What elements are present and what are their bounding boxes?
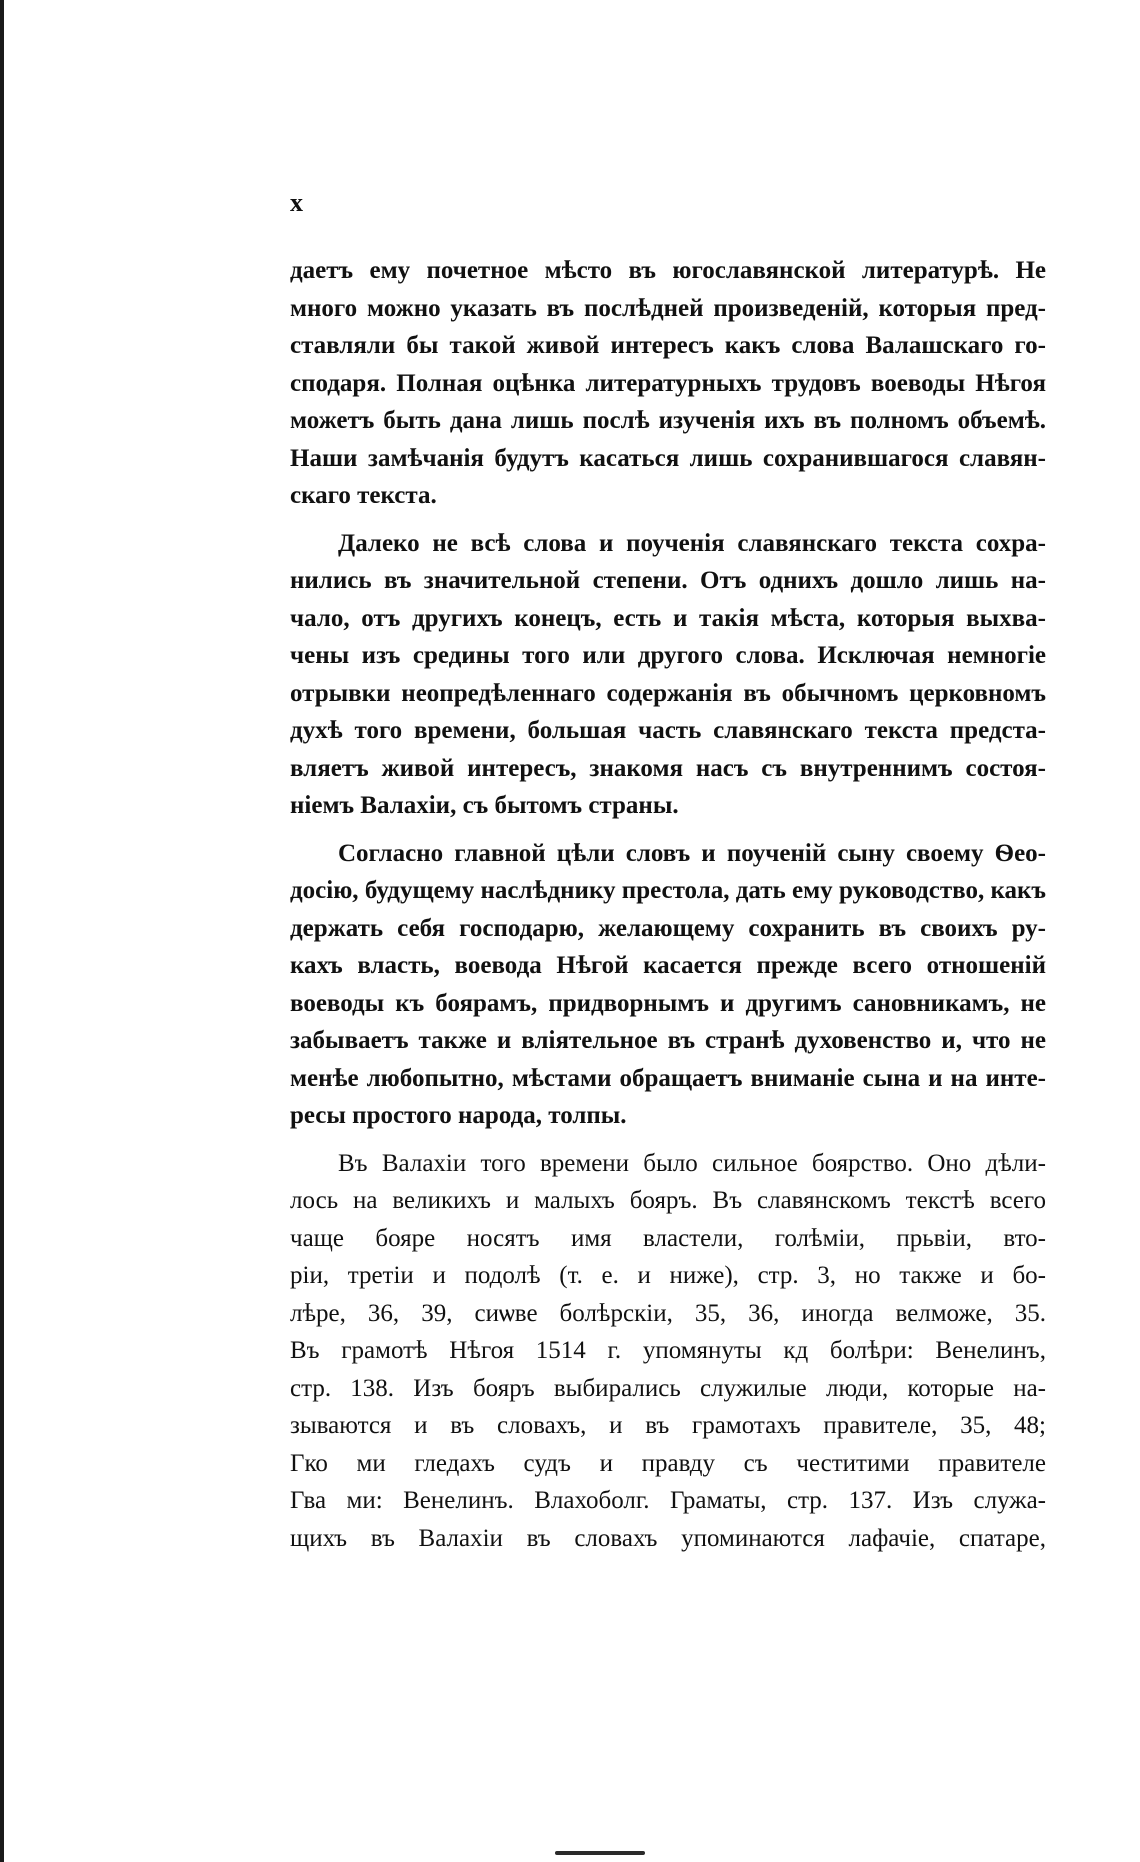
- page-number: x: [290, 188, 303, 217]
- text-line: Наши замѣчанія будутъ касаться лишь сохранившагося славян-: [290, 444, 1046, 472]
- paragraph-1: [290, 252, 1046, 515]
- text-line: вляетъ живой интересъ, знакомя насъ съ внутреннимъ состоя-: [290, 754, 1046, 782]
- text-line: можетъ быть дана лишь послѣ изученія ихъ въ полномъ объемѣ.: [290, 407, 1046, 434]
- page-left-edge: [0, 0, 4, 1862]
- text-line: Гко ми гледахъ судъ и правду съ честитими правителе: [290, 1449, 1046, 1477]
- text-line: кахъ власть, воевода Нѣгой касается прежде всего отношеній: [290, 952, 1046, 979]
- paragraph-3: [290, 835, 1046, 1135]
- text-line: отрывки неопредѣленнаго содержанія въ обычномъ церковномъ: [290, 679, 1046, 707]
- text-line: досію, будущему наслѣднику престола, дать ему руководство, какъ: [290, 877, 1046, 904]
- text-line: даетъ ему почетное мѣсто въ югославянской литературѣ. Не: [290, 257, 1046, 284]
- text-line: ріи, третіи и подолѣ (т. е. и ниже), стр. 3, но также и бо-: [290, 1262, 1046, 1289]
- text-line: чены изъ средины того или другого слова. Исключая немногіе: [290, 642, 1046, 669]
- paragraph-2: [290, 525, 1046, 825]
- page-bottom-mark: [555, 1851, 645, 1855]
- text-line: Въ Валахіи того времени было сильное боярство. Оно дѣли-: [338, 1149, 1046, 1177]
- text-line: чаще бояре носятъ имя властели, голѣміи, прьвіи, вто-: [290, 1224, 1046, 1252]
- text-line: зываются и въ словахъ, и въ грамотахъ правителе, 35, 48;: [290, 1412, 1046, 1439]
- paragraph-4: [290, 1145, 1046, 1558]
- text-line: много можно указать въ послѣдней произведеній, которыя пред-: [290, 294, 1046, 322]
- text-line: держать себя господарю, желающему сохранить въ своихъ ру-: [290, 914, 1046, 942]
- text-line: сподаря. Полная оцѣнка литературныхъ трудовъ воеводы Нѣгоя: [290, 369, 1046, 397]
- text-line: щихъ въ Валахіи въ словахъ упоминаются лафачіе, спатаре,: [290, 1524, 1046, 1552]
- text-line: стр. 138. Изъ бояръ выбирались служилые люди, которые на-: [290, 1374, 1046, 1402]
- text-line: ніемъ Валахіи, съ бытомъ страны.: [290, 792, 679, 819]
- text-line: ставляли бы такой живой интересъ какъ слова Валашскаго го-: [290, 332, 1046, 359]
- text-line: ресы простого народа, толпы.: [290, 1102, 627, 1129]
- text-line: Гва ми: Венелинъ. Влахоболг. Граматы, стр. 137. Изъ служа-: [290, 1487, 1046, 1514]
- text-line: скаго текста.: [290, 482, 437, 509]
- text-line: Далеко не всѣ слова и поученія славянскаго текста сохра-: [338, 529, 1046, 557]
- text-line: забываетъ также и вліятельное въ странѣ духовенство и, что не: [290, 1027, 1046, 1054]
- text-line: Согласно главной цѣли словъ и поученій сыну своему Ѳео-: [338, 839, 1046, 867]
- text-line: нились въ значительной степени. Отъ однихъ дошло лишь на-: [290, 567, 1046, 594]
- text-line: духѣ того времени, большая часть славянскаго текста предста-: [290, 717, 1046, 744]
- text-line: менѣе любопытно, мѣстами обращаетъ вниманіе сына и на инте-: [290, 1064, 1046, 1092]
- body-text: [290, 252, 1046, 1557]
- text-line: чало, отъ другихъ конецъ, есть и такія мѣста, которыя выхва-: [290, 604, 1046, 632]
- text-line: Въ грамотѣ Нѣгоя 1514 г. упомянуты кд болѣри: Венелинъ,: [290, 1337, 1046, 1364]
- text-line: лѣре, 36, 39, сиѡве болѣрскіи, 35, 36, иногда велможе, 35.: [290, 1299, 1046, 1327]
- text-line: воеводы къ боярамъ, придворнымъ и другимъ сановникамъ, не: [290, 989, 1046, 1017]
- text-line: лось на великихъ и малыхъ бояръ. Въ славянскомъ текстѣ всего: [290, 1187, 1046, 1214]
